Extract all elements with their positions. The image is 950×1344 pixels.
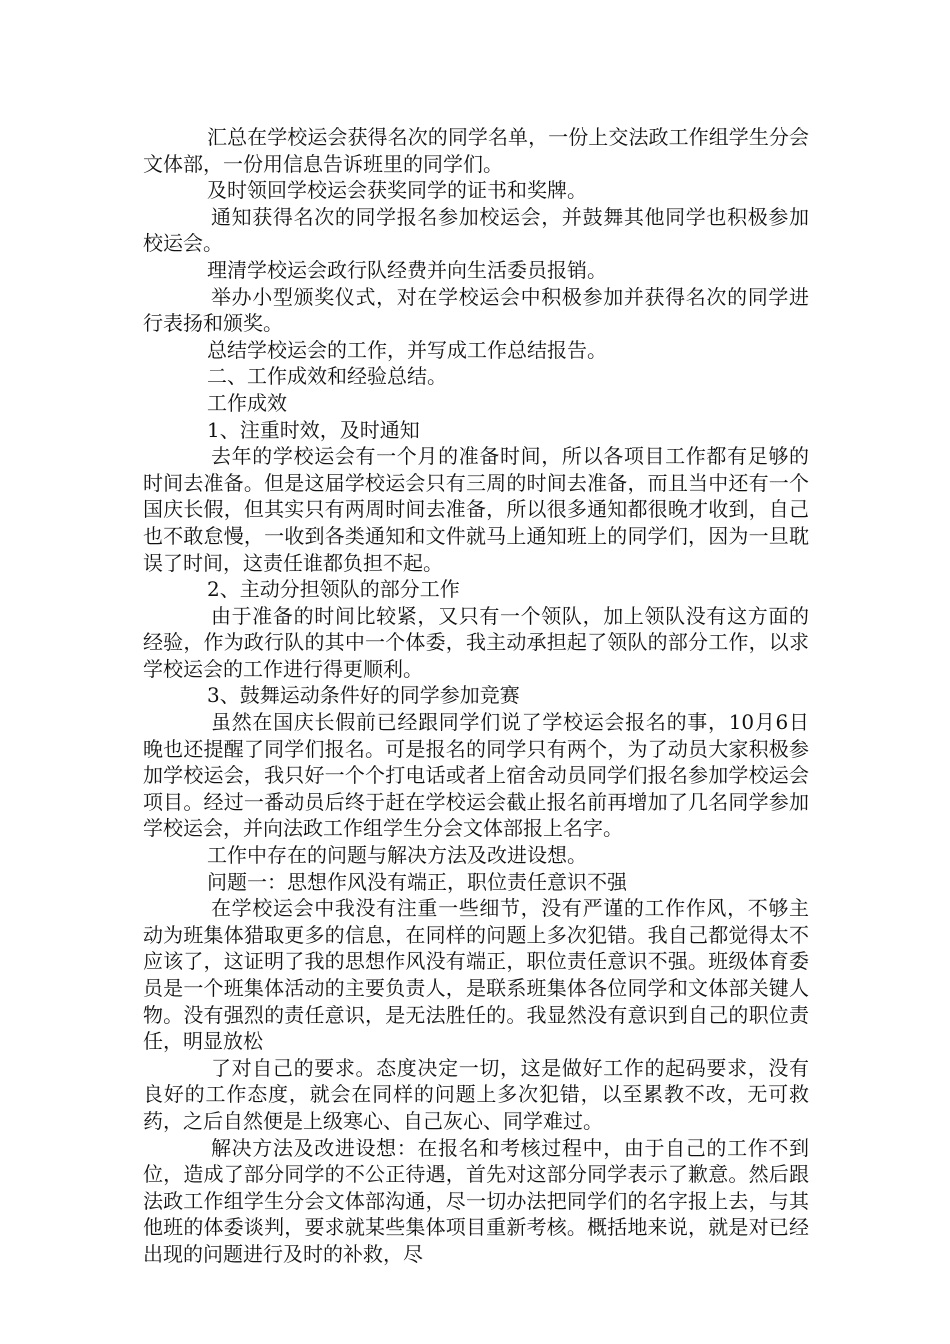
subsection-heading: 工作中存在的问题与解决方法及改进设想。 [207,843,587,868]
paragraph: 总结学校运会的工作，并写成工作总结报告。 [207,337,607,362]
list-heading: 1、注重时效，及时通知 [207,417,420,442]
list-heading: 2、主动分担领队的部分工作 [207,577,460,602]
paragraph: 理清学校运会政行队经费并向生活委员报销。 [207,257,607,282]
paragraph: 解决方法及改进设想：在报名和考核过程中，由于自己的工作不到位，造成了部分同学的不公正待遇，首先对这部分同学表示了歉意。然后跟法政工作组学生分会文体部沟通，尽一切办法把同学们的名字报上去，与其他班的体委谈判，要求就某些集体项目重新考核。概括地来说，就是对已经出现的问题进行及时的补救，尽 [143,1135,809,1266]
document-body [143,124,809,1268]
paragraph: 及时领回学校运会获奖同学的证书和奖牌。 [207,178,587,203]
paragraph: 去年的学校运会有一个月的准备时间，所以各项目工作都有足够的时间去准备。但是这届学校运会只有三周的时间去准备，而且当中还有一个国庆长假，但其实只有两周时间去准备，所以很多通知都很晚才收到，自己也不敢怠慢，一收到各类通知和文件就马上通知班上的同学们，因为一旦耽误了时间，这责任谁都负担不起。 [143,444,809,575]
list-heading: 问题一：思想作风没有端正，职位责任意识不强 [207,869,627,894]
paragraph: 了对自己的要求。态度决定一切，这是做好工作的起码要求，没有良好的工作态度，就会在同样的问题上多次犯错，以至累教不改，无可救药，之后自然便是上级寒心、自己灰心、同学难过。 [143,1055,809,1133]
list-heading: 3、鼓舞运动条件好的同学参加竞赛 [207,683,520,708]
paragraph: 虽然在国庆长假前已经跟同学们说了学校运会报名的事，10月6日晚也还提醒了同学们报名。可是报名的同学只有两个，为了动员大家积极参加学校运会，我只好一个个打电话或者上宿舍动员同学们报名参加学校运会项目。经过一番动员后终于赶在学校运会截止报名前再增加了几名同学参加学校运会，并向法政工作组学生分会文体部报上名字。 [143,710,809,841]
paragraph: 在学校运会中我没有注重一些细节，没有严谨的工作作风，不够主动为班集体猎取更多的信息，在同样的问题上多次犯错。我自己都觉得太不应该了，这证明了我的思想作风没有端正，职位责任意识不强。班级体育委员是一个班集体活动的主要负责人，是联系班集体各位同学和文体部关键人物。没有强烈的责任意识，是无法胜任的。我显然没有意识到自己的职位责任，明显放松 [143,896,809,1054]
paragraph: 通知获得名次的同学报名参加校运会，并鼓舞其他同学也积极参加校运会。 [143,204,809,256]
paragraph: 汇总在学校运会获得名次的同学名单，一份上交法政工作组学生分会文体部，一份用信息告诉班里的同学们。 [143,125,809,176]
section-heading: 二、工作成效和经验总结。 [207,364,447,389]
paragraph: 举办小型颁奖仪式，对在学校运会中积极参加并获得名次的同学进行表扬和颁奖。 [143,284,809,336]
paragraph: 由于准备的时间比较紧，又只有一个领队，加上领队没有这方面的经验，作为政行队的其中一个体委，我主动承担起了领队的部分工作，以求学校运会的工作进行得更顺利。 [143,603,809,681]
subsection-heading: 工作成效 [207,390,287,415]
